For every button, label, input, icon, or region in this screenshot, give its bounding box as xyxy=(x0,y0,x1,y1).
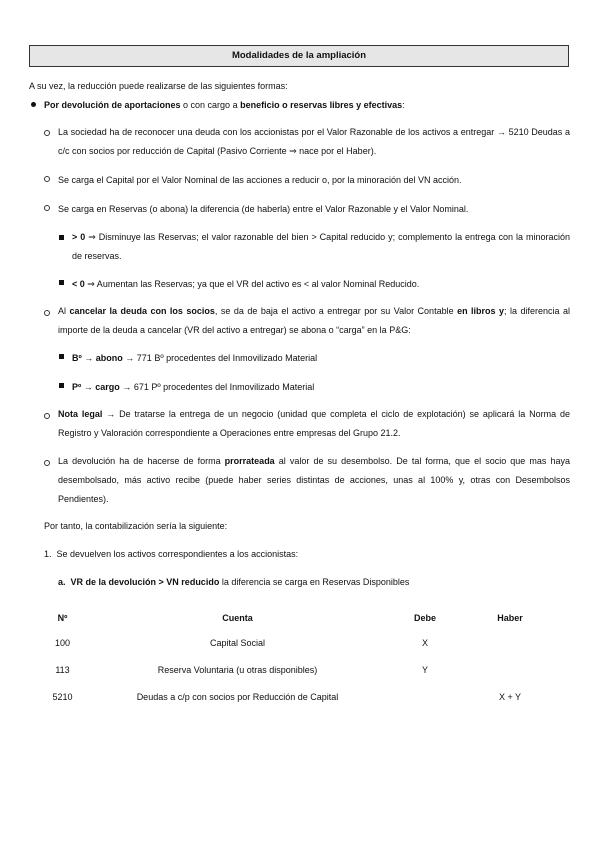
sub-2-text: ⇒ Aumentan las Reservas; ya que el VR del activo es < al valor Nominal Reducido. xyxy=(84,279,420,289)
table-row xyxy=(40,683,560,710)
square-bullet-icon xyxy=(59,235,64,240)
step-1-number: 1. xyxy=(44,549,52,559)
cell-haber xyxy=(460,656,560,683)
table-row xyxy=(40,656,560,683)
item-6-c: al valor de su desembolso. De tal forma, que el socio que mas haya desembolsado, más activo recibe (puede haber series distintas de acciones, unas al 100% y, otras con Desembolsos Pendientes). xyxy=(58,456,570,504)
sub-4-text: → 671 Pº procedentes del Inmovilizado Material xyxy=(119,382,315,392)
main-bullet-bold1: Por devolución de aportaciones xyxy=(44,100,181,110)
item-5-text xyxy=(58,405,570,443)
item-5-body: → De tratarse la entrega de un negocio (unidad que completa el ciclo de explotación) se aplicará la Norma de Registro y Valoración correspondiente a Operaciones entre empresas del Grupo 21.2. xyxy=(58,409,570,438)
sub-item-4 xyxy=(72,381,314,393)
step-1 xyxy=(44,548,298,560)
disc-bullet-icon xyxy=(31,102,36,107)
cell-num: 113 xyxy=(55,664,70,675)
main-bullet-mid: o con cargo a xyxy=(180,100,241,110)
sub-3-text: → 771 Bº procedentes del Inmovilizado Material xyxy=(122,353,318,363)
item-6-b: prorrateada xyxy=(224,456,275,466)
section-title: Modalidades de la ampliación xyxy=(29,45,569,67)
square-bullet-icon xyxy=(59,383,64,388)
header-cuenta: Cuenta xyxy=(222,613,253,623)
item-5-bold: Nota legal xyxy=(58,409,103,419)
accounting-table xyxy=(40,607,560,710)
cell-haber xyxy=(460,629,560,656)
sub-4-bold: Pº → cargo xyxy=(72,382,120,392)
item-2-text: Se carga el Capital por el Valor Nominal de las acciones a reducir o, por la minoración del VN acción. xyxy=(58,175,462,185)
sub-2-bold: < 0 xyxy=(72,279,85,289)
header-num: Nº xyxy=(57,613,68,623)
table-header-row xyxy=(40,607,560,629)
sub-3-bold: Bº → abono xyxy=(72,353,123,363)
header-haber: Haber xyxy=(497,613,523,623)
circle-bullet-icon xyxy=(44,310,50,316)
circle-bullet-icon xyxy=(44,130,50,136)
step-a-text: la diferencia se carga en Reservas Disponibles xyxy=(219,577,410,587)
item-4-e: ; la diferencia al importe de la deuda a cancelar (VR del activo a entregar) se abona o “carga” en la P&G: xyxy=(58,306,570,335)
circle-bullet-icon xyxy=(44,205,50,211)
circle-bullet-icon xyxy=(44,176,50,182)
cell-haber: X + Y xyxy=(498,691,522,702)
main-bullet-text xyxy=(44,99,405,111)
step-1-text: Se devuelven los activos correspondientes a los accionistas: xyxy=(56,549,299,559)
table-row xyxy=(40,629,560,656)
square-bullet-icon xyxy=(59,280,64,285)
step-a-letter: a. xyxy=(58,577,66,587)
square-bullet-icon xyxy=(59,354,64,359)
sub-1-bold: > 0 xyxy=(72,232,86,242)
item-6-a: La devolución ha de hacerse de forma xyxy=(58,456,225,466)
item-1-text: La sociedad ha de reconocer una deuda con los accionistas por el Valor Razonable de los activos a entregar → 5210 Deudas a c/c con socios por reducción de Capital (Pasivo Corriente ⇒ nace por el Haber). xyxy=(58,127,570,156)
sub-1-text: ⇒ Disminuye las Reservas; el valor razonable del bien > Capital reducido y; complemento la entrega con la minoración de reservas. xyxy=(72,232,570,261)
por-tanto-text: Por tanto, la contabilización sería la siguiente: xyxy=(44,521,228,531)
cell-debe xyxy=(390,683,460,710)
sub-item-3 xyxy=(72,352,317,364)
cell-cuenta: Capital Social xyxy=(209,637,266,648)
sub-item-1 xyxy=(72,228,570,266)
cell-cuenta: Reserva Voluntaria (u otras disponibles) xyxy=(157,664,318,675)
sub-item-2 xyxy=(72,278,419,290)
cell-cuenta: Deudas a c/p con socios por Reducción de Capital xyxy=(136,691,339,702)
step-a xyxy=(58,576,409,588)
item-6-text xyxy=(58,452,570,509)
cell-debe: X xyxy=(421,637,428,648)
item-4-text xyxy=(58,302,570,340)
header-debe: Debe xyxy=(413,613,436,623)
cell-num: 5210 xyxy=(52,691,73,702)
item-4-b: cancelar la deuda con los socios xyxy=(69,306,215,316)
item-4-d: en libros y xyxy=(457,306,505,316)
main-bullet-bold2: beneficio o reservas libres y efectivas xyxy=(240,100,403,110)
item-4-c: , se da de baja el activo a entregar por su Valor Contable xyxy=(214,306,458,316)
item-3-text: Se carga en Reservas (o abona) la diferencia (de haberla) entre el Valor Razonable y el Valor Nominal. xyxy=(58,204,469,214)
item-4-a: Al xyxy=(58,306,70,316)
circle-bullet-icon xyxy=(44,413,50,419)
step-a-bold: VR de la devolución > VN reducido xyxy=(70,577,220,587)
intro-text: A su vez, la reducción puede realizarse de las siguientes formas: xyxy=(29,81,288,91)
cell-debe: Y xyxy=(421,664,428,675)
main-bullet-end: : xyxy=(402,100,405,110)
cell-num: 100 xyxy=(54,637,71,648)
circle-bullet-icon xyxy=(44,460,50,466)
